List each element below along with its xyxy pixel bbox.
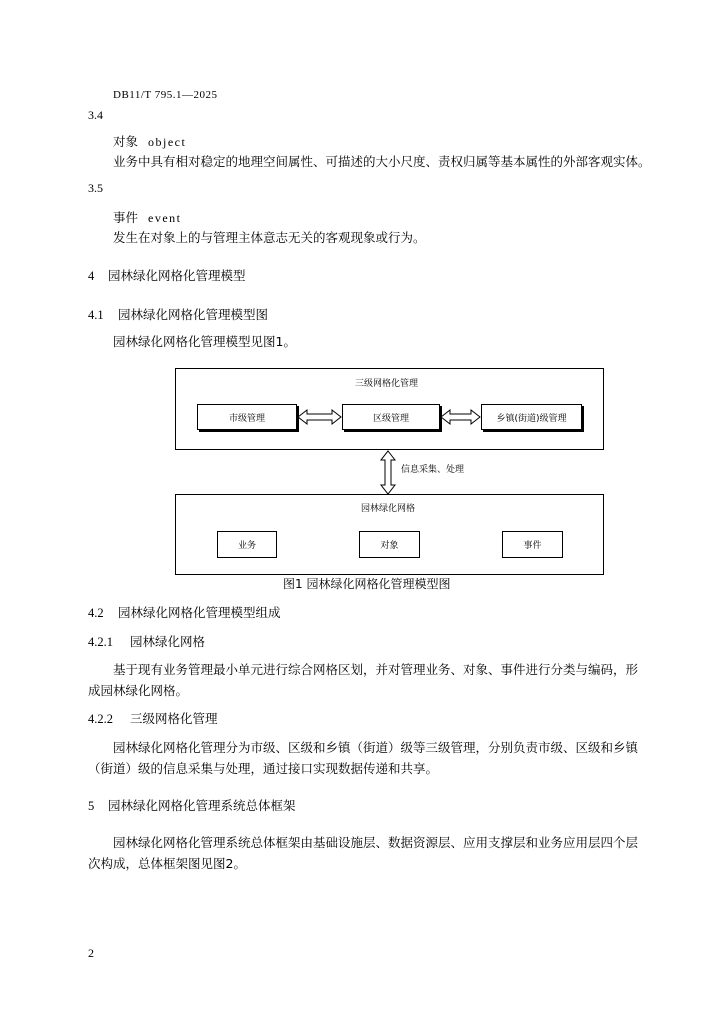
term-event-en: event (148, 211, 182, 225)
definition-event: 发生在对象上的与管理主体意志无关的客观现象或行为。 (113, 230, 426, 245)
section-4-2-1-heading (88, 632, 205, 650)
standard-code-header: DB11/T 795.1—2025 (113, 89, 218, 101)
section-5-title: 园林绿化网格化管理系统总体框架 (108, 798, 296, 813)
figure-1-caption: 图1 园林绿化网格化管理模型图 (283, 577, 451, 591)
district-township-double-arrow (441, 410, 480, 424)
object-box: 对象 (359, 531, 420, 558)
section-4-1-text: 园林绿化网格化管理模型见图1。 (113, 334, 296, 349)
vertical-double-arrow (381, 451, 395, 494)
term-event-zh: 事件 (113, 210, 139, 225)
section-4-2-number: 4.2 (88, 606, 104, 620)
business-box: 业务 (217, 531, 277, 558)
section-4-2-2-heading (88, 709, 218, 727)
city-level-box: 市级管理 (197, 404, 297, 430)
landscaping-grid-title: 园林绿化网格 (361, 504, 416, 514)
section-5-heading (88, 796, 296, 814)
section-4-2-title: 园林绿化网格化管理模型组成 (118, 605, 281, 620)
event-box: 事件 (502, 531, 563, 558)
section-4-title: 园林绿化网格化管理模型 (108, 268, 246, 283)
section-4-2-1-text-line1: 基于现有业务管理最小单元进行综合网格区划，并对管理业务、对象、事件进行分类与编码，形 (113, 662, 639, 677)
district-level-box: 区级管理 (342, 404, 440, 430)
section-4-1-title: 园林绿化网格化管理模型图 (118, 307, 269, 322)
township-level-box: 乡镇(街道)级管理 (481, 404, 582, 430)
section-4-2-1-text-line2: 成园林绿化网格。 (88, 683, 189, 698)
section-4-2-heading (88, 603, 281, 621)
section-5-number: 5 (88, 799, 95, 813)
term-object-zh: 对象 (113, 134, 139, 149)
section-5-text-line2: 次构成，总体框架图见图2。 (88, 856, 246, 871)
section-5-text-line1: 园林绿化网格化管理系统总体框架由基础设施层、数据资源层、应用支撑层和业务应用层四个层 (113, 835, 639, 850)
section-4-2-2-title: 三级网格化管理 (130, 711, 218, 726)
section-4-1-number: 4.1 (88, 308, 104, 322)
term-object-en: object (148, 135, 187, 149)
section-4-number: 4 (88, 269, 95, 283)
section-4-2-2-number: 4.2.2 (88, 712, 113, 726)
page-number: 2 (88, 946, 94, 960)
section-4-2-1-number: 4.2.1 (88, 635, 113, 649)
section-3-4-number: 3.4 (88, 108, 103, 122)
info-collection-label: 信息采集、处理 (401, 465, 465, 475)
section-4-2-1-title: 园林绿化网格 (130, 634, 206, 649)
section-4-2-2-text-line1: 园林绿化网格化管理分为市级、区级和乡镇（街道）级等三级管理，分别负责市级、区级和乡镇 (113, 740, 639, 755)
section-3-5-number: 3.5 (88, 181, 103, 195)
section-4-2-2-text-line2: （街道）级的信息采集与处理，通过接口实现数据传递和共享。 (88, 761, 439, 776)
city-district-double-arrow (298, 410, 341, 424)
three-level-management-title: 三级网格化管理 (355, 379, 419, 389)
definition-object: 业务中具有相对稳定的地理空间属性、可描述的大小尺度、责权归属等基本属性的外部客观实体。 (113, 154, 651, 169)
